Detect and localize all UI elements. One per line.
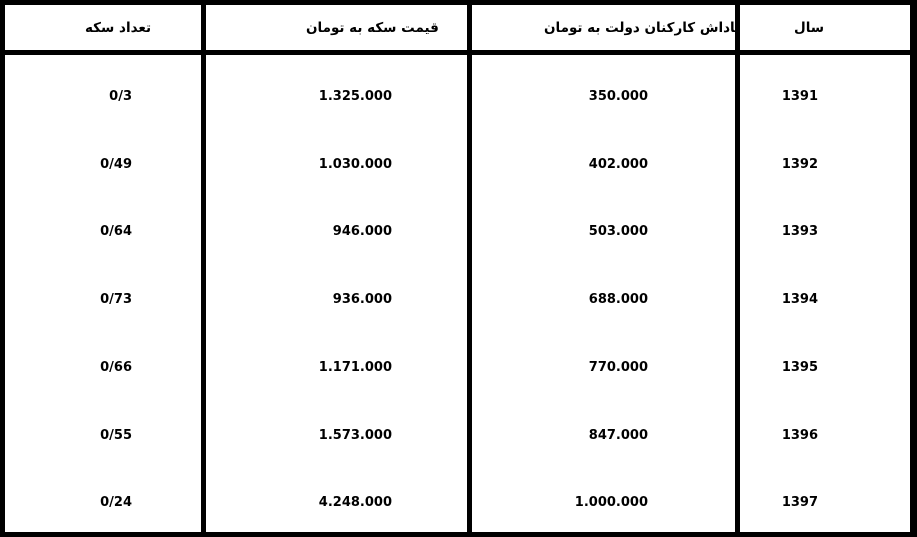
cell-coin-price: 1.171.000 [318, 359, 392, 375]
cell-coin-count: 0/49 [100, 156, 132, 172]
column-coin-price [206, 55, 467, 532]
cell-bonus: 847.000 [588, 427, 648, 443]
cell-year: 1396 [781, 427, 818, 443]
cell-coin-price: 1.030.000 [318, 156, 392, 172]
cell-coin-count: 0/55 [100, 427, 132, 443]
column-bonus [472, 55, 735, 532]
cell-coin-price: 1.325.000 [318, 89, 392, 104]
cell-bonus: 402.000 [588, 156, 648, 172]
cell-coin-count: 0/64 [100, 224, 132, 240]
cell-bonus: 503.000 [588, 224, 648, 240]
cell-year: 1393 [781, 224, 818, 240]
cell-coin-price: 936.000 [332, 292, 392, 308]
cell-coin-count: 0/3 [109, 89, 132, 104]
cell-year: 1391 [781, 89, 818, 104]
header-coin-count: تعداد سکه [85, 19, 152, 36]
header-year: سال [794, 19, 825, 36]
cell-bonus: 350.000 [588, 89, 648, 104]
cell-coin-price: 946.000 [332, 224, 392, 240]
cell-coin-count: 0/24 [100, 495, 132, 511]
column-coin-count [5, 55, 201, 532]
header-coin-price: قیمت سکه به تومان [306, 19, 439, 36]
cell-coin-price: 1.573.000 [318, 427, 392, 443]
cell-bonus: 1.000.000 [574, 495, 648, 511]
header-cell-coin-count [5, 5, 201, 50]
header-bonus: پاداش کارکنان دولت به تومان [544, 19, 741, 36]
header-cell-year [740, 5, 910, 50]
cell-year: 1394 [781, 292, 818, 308]
cell-bonus: 770.000 [588, 359, 648, 375]
cell-year: 1392 [781, 156, 818, 172]
header-cell-coin-price [206, 5, 467, 50]
cell-year: 1395 [781, 359, 818, 375]
cell-year: 1397 [781, 495, 818, 511]
header-cell-bonus [472, 5, 741, 50]
cell-coin-count: 0/66 [100, 359, 132, 375]
cell-bonus: 688.000 [588, 292, 648, 308]
column-year [740, 55, 910, 532]
cell-coin-price: 4.248.000 [318, 495, 392, 511]
cell-coin-count: 0/73 [100, 292, 132, 308]
